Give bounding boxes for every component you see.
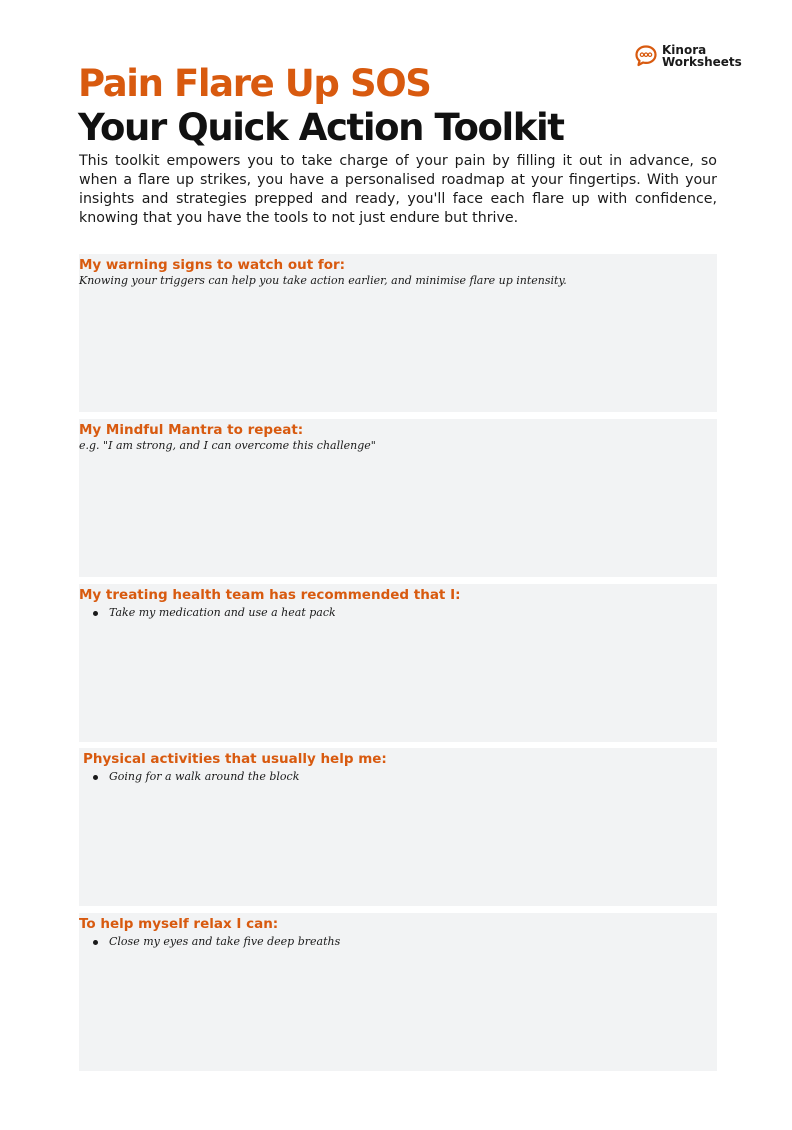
section-hint: e.g. "I am strong, and I can overcome this challenge" xyxy=(79,439,376,452)
bullet-icon xyxy=(93,940,98,945)
speech-bubble-icon xyxy=(634,44,658,68)
section-list xyxy=(79,606,717,620)
section-title: My Mindful Mantra to repeat: xyxy=(79,422,304,438)
relax-box[interactable] xyxy=(79,913,717,1071)
health-team-box[interactable] xyxy=(79,584,717,742)
intro-paragraph: This toolkit empowers you to take charge of your pain by filling it out in advance, so when a flare up strikes, you have a personalised roadmap at your fingertips. With your insights and strategies prepped and ready, you'll face each flare up with confidence, knowing that you have the tools to not just endure but thrive. xyxy=(79,153,717,226)
brand-name-line1: Kinora xyxy=(662,43,707,57)
list-item-text: Take my medication and use a heat pack xyxy=(109,606,336,619)
list-item-text: Close my eyes and take five deep breaths xyxy=(109,935,341,948)
physical-activities-box[interactable] xyxy=(79,748,717,906)
section-list xyxy=(79,935,717,949)
page-subtitle: Your Quick Action Toolkit xyxy=(78,106,564,149)
brand-logo xyxy=(634,44,742,68)
list-item xyxy=(93,935,717,949)
bullet-icon xyxy=(93,611,98,616)
section-list xyxy=(79,770,717,784)
page-title: Pain Flare Up SOS xyxy=(78,62,431,105)
section-hint: Knowing your triggers can help you take action earlier, and minimise flare up intensity. xyxy=(79,274,567,287)
list-item xyxy=(93,770,717,784)
list-item-text: Going for a walk around the block xyxy=(109,770,300,783)
warning-signs-box[interactable] xyxy=(79,254,717,412)
section-title: My warning signs to watch out for: xyxy=(79,257,346,273)
section-title: To help myself relax I can: xyxy=(79,916,279,932)
bullet-icon xyxy=(93,775,98,780)
mindful-mantra-box[interactable] xyxy=(79,419,717,577)
section-title: My treating health team has recommended that I: xyxy=(79,587,461,603)
brand-name-line2: Worksheets xyxy=(662,55,742,69)
brand-name xyxy=(662,44,742,68)
section-title: Physical activities that usually help me: xyxy=(83,751,387,767)
list-item xyxy=(93,606,717,620)
